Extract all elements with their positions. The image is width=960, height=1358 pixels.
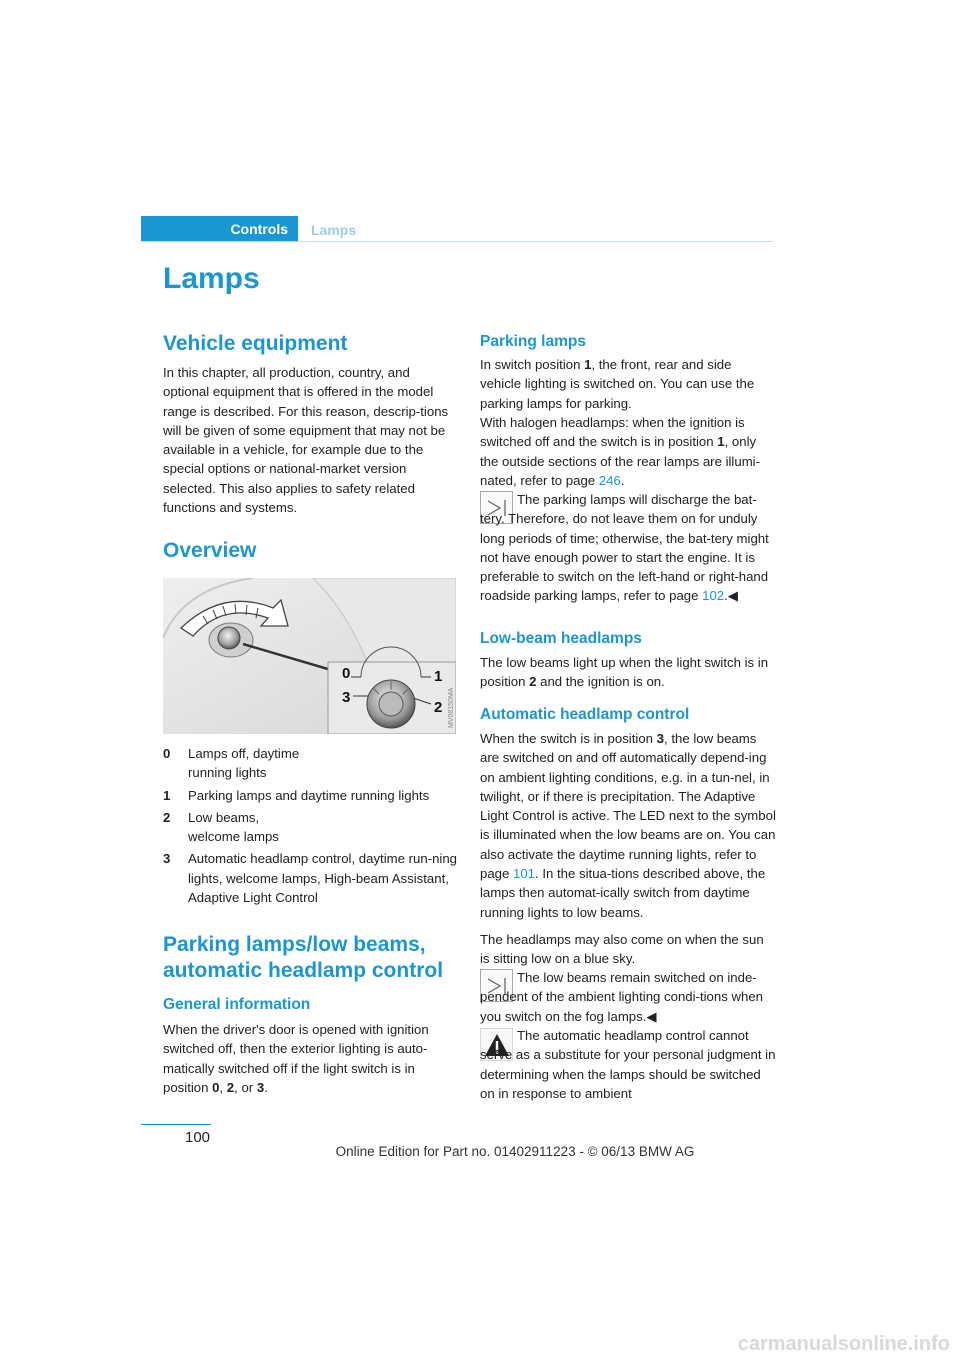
- parking-lowbeam-heading-line1: Parking lamps/low beams,: [163, 933, 426, 956]
- figure-label-2: 2: [434, 699, 443, 716]
- figure-label-3: 3: [342, 689, 351, 706]
- parking-lamps-text: In switch position: [480, 357, 585, 372]
- auto-control-p2: The headlamps may also come on when the sun is sitting low on a blue sky.: [480, 932, 764, 967]
- position-3: 3: [256, 1079, 265, 1095]
- legend-item: [163, 808, 459, 847]
- legend-num: 3: [163, 851, 171, 867]
- parking-lamps-p2: [480, 413, 776, 490]
- general-info-body: [163, 1020, 459, 1097]
- figure-label-1: 1: [434, 668, 443, 685]
- position-2: 2: [226, 1079, 235, 1095]
- section-label: Controls: [230, 221, 288, 237]
- low-beam-heading: Low-beam headlamps: [480, 630, 642, 647]
- parking-lamps-text: , only the outside sections of the rear lamps are illumi-nated, refer to page: [480, 434, 760, 488]
- legend-item: [163, 849, 459, 907]
- footer-rule: [141, 1124, 211, 1125]
- position-2: 2: [529, 674, 537, 690]
- page-link-101[interactable]: 101: [513, 866, 536, 882]
- auto-control-p1: [480, 729, 776, 922]
- page-link-246[interactable]: 246: [598, 472, 621, 488]
- page-link-102[interactable]: 102: [702, 588, 725, 604]
- legend-item: [163, 786, 459, 805]
- auto-control-text: . In the situa-tions described above, the lamps then automat-ically switch from daytime running lights to low beams.: [480, 866, 766, 920]
- overview-heading: Overview: [163, 539, 257, 562]
- light-switch-figure: [163, 578, 456, 734]
- general-info-sep: , or: [234, 1079, 257, 1095]
- page-title: Lamps: [163, 262, 260, 295]
- parking-lowbeam-heading: [163, 932, 463, 984]
- legend-num: 2: [163, 809, 171, 825]
- low-beam-text: and the ignition is on.: [536, 674, 665, 690]
- section-tab: [141, 216, 298, 242]
- legend-text: Lamps off, daytime running lights: [188, 746, 300, 781]
- general-info-heading: General information: [163, 996, 311, 1013]
- warning-note: [480, 1026, 776, 1103]
- header-rule: [141, 241, 773, 242]
- parking-lamps-text: With halogen headlamps: when the ignition is switched off and the switch is in position: [480, 415, 745, 450]
- figure-label-0: 0: [342, 665, 351, 682]
- position-0: 0: [212, 1079, 220, 1095]
- parking-lowbeam-heading-line2: automatic headlamp control: [163, 959, 444, 982]
- auto-control-text: , the low beams are switched on and off automatically depend-ing on ambient lighting conditions, e.g. in a tun-nel, in twilight, or if there is precipitation. The Adaptive Light Control is active. The LED next to the symbol is illuminated when the low beams are on. You can also activate the daytime running lights, refer to page: [480, 731, 776, 882]
- legend-text: Low beams, welcome lamps: [188, 809, 279, 845]
- edition-note: Online Edition for Part no. 01402911223 - © 06/13 BMW AG: [335, 1144, 695, 1159]
- warning-text: The automatic headlamp control cannot serve as a substitute for your personal judgment in determining when the lamps should be switched on in response to ambient: [480, 1028, 776, 1101]
- legend-text: Parking lamps and daytime running lights: [188, 787, 430, 803]
- general-info-sep: ,: [219, 1079, 227, 1095]
- auto-control-text: When the switch is in position: [480, 731, 657, 746]
- parking-lamps-text: .: [620, 472, 625, 488]
- parking-lamps-note: [480, 490, 776, 606]
- low-beam-body: [480, 653, 776, 692]
- fog-lamp-note: [480, 968, 776, 1026]
- note-text: The parking lamps will discharge the bat-tery. Therefore, do not leave them on for unduly long periods of time; otherwise, the bat-tery might not have enough power to start the engine. It is preferable to switch on the left-hand or right-hand roadside parking lamps, refer to page: [480, 492, 769, 604]
- legend-num: 0: [163, 746, 171, 761]
- general-info-text: When the driver's door is opened with ignition switched off, then the exterior lighting is auto-matically switched off if the light switch is in position: [163, 1022, 429, 1095]
- parking-lamps-heading: Parking lamps: [480, 333, 586, 350]
- position-1: 1: [584, 357, 592, 372]
- legend-text: Automatic headlamp control, daytime run-ning lights, welcome lamps, High-beam Assistant, Adaptive Light Control: [188, 851, 458, 906]
- subsection-label: Lamps: [311, 222, 357, 238]
- figure-code: MV08150MA: [448, 687, 455, 728]
- legend-item: [163, 744, 459, 783]
- position-3: 3: [656, 731, 664, 746]
- vehicle-equipment-heading: Vehicle equipment: [163, 332, 348, 355]
- light-switch-illustration: [163, 578, 456, 734]
- general-info-end: .: [264, 1079, 268, 1095]
- vehicle-equipment-body: In this chapter, all production, country, and optional equipment that is offered in the model range is described. For this reason, descrip-tions will be given of some equipment that may not be available in a vehicle, for example due to the special options or national-market version selected. This also applies to safety related functions and systems.: [163, 365, 449, 516]
- parking-lamps-text: , the front, rear and side vehicle lighting is switched on. You can use the parking lamps for parking.: [480, 357, 755, 411]
- watermark: carmanualsonline.info: [737, 1333, 950, 1355]
- note-end: .◀: [724, 588, 738, 604]
- auto-control-heading: Automatic headlamp control: [480, 706, 690, 723]
- parking-lamps-p1: [480, 355, 776, 413]
- legend-list: [163, 744, 459, 907]
- position-1: 1: [717, 434, 725, 450]
- legend-num: 1: [163, 787, 171, 803]
- page-number: 100: [185, 1129, 211, 1146]
- low-beam-text: The low beams light up when the light switch is in position: [480, 655, 769, 690]
- fog-lamp-note-text: The low beams remain switched on inde-pendent of the ambient lighting condi-tions when you switch on the fog lamps.◀: [480, 970, 763, 1024]
